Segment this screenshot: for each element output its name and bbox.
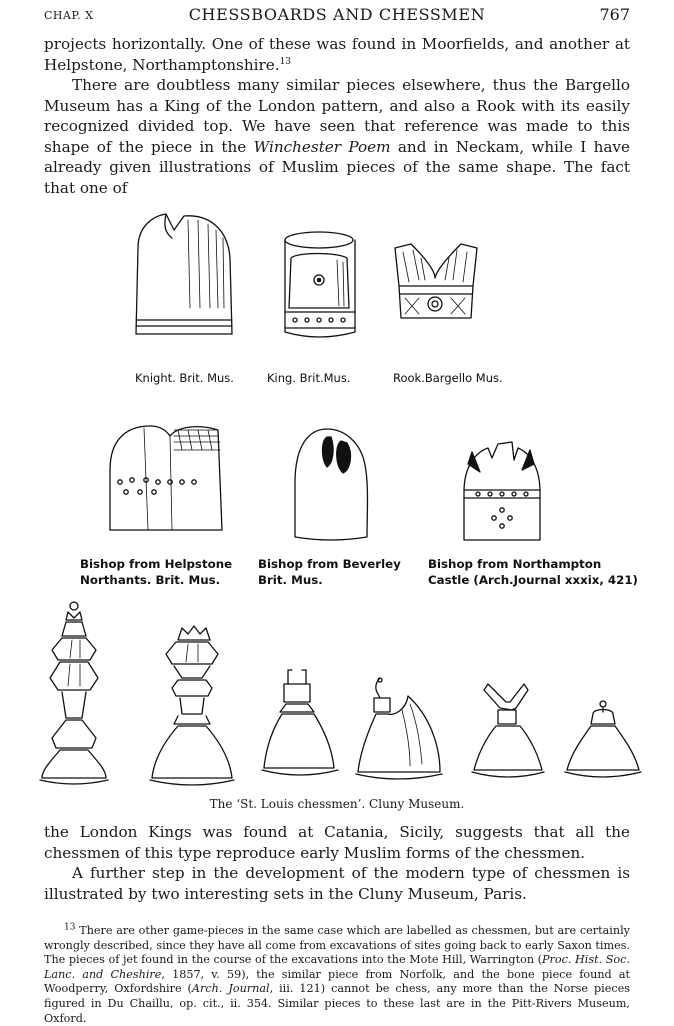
paragraph-1: projects horizontally. One of these was found in Moorfields, and another at Helpstone, Northamptonshire.$^{13}$ bbox=[44, 35, 630, 74]
st-louis-bishop-illustration bbox=[258, 668, 358, 788]
st-louis-pawn-illustration bbox=[563, 700, 649, 790]
bishop-beverley-caption-line2: Brit. Mus. bbox=[258, 573, 323, 587]
king-piece-illustration bbox=[277, 230, 367, 345]
running-head bbox=[44, 5, 630, 25]
bishop-helpstone-caption-line1: Bishop from Helpstone bbox=[80, 557, 233, 571]
body-text-top bbox=[44, 34, 630, 198]
st-louis-knight-illustration bbox=[350, 676, 450, 788]
paragraph-3: the London Kings was found at Catania, Sicily, suggests that all the chessmen of this type reproduce early Muslim forms of the chessmen. bbox=[44, 823, 630, 862]
body-text-bottom bbox=[44, 822, 630, 904]
st-louis-rook-illustration bbox=[466, 680, 566, 790]
running-title: CHESSBOARDS AND CHESSMEN bbox=[188, 5, 486, 24]
bishop-northampton-caption-line1: Bishop from Northampton bbox=[428, 557, 602, 571]
page-number: 767 bbox=[599, 5, 630, 24]
footnote-marker: 13 bbox=[279, 56, 292, 67]
chapter-label: CHAP. X bbox=[44, 9, 94, 22]
italic-title: Arch. Journal bbox=[191, 982, 270, 996]
italic-title: Proc. Hist. Soc. Lanc. and Cheshire bbox=[44, 953, 630, 981]
paragraph-2: There are doubtless many similar pieces elsewhere, thus the Bargello Museum has a King of the London pattern, and also a Rook with its easily recognized divided top. We have seen that reference was made to this shape of the piece in the Winchester Poem and in Neckam, while I have already given illustrations of Muslim pieces of the same shape. The fact that one of bbox=[44, 76, 630, 197]
rook-piece-illustration bbox=[391, 238, 481, 328]
st-louis-chessmen-caption: The ‘St. Louis chessmen’. Cluny Museum. bbox=[209, 797, 465, 811]
bishop-helpstone-caption-line2: Northants. Brit. Mus. bbox=[80, 573, 221, 587]
footnote-marker: 13 bbox=[64, 922, 76, 933]
st-louis-queen-illustration bbox=[148, 622, 248, 794]
rook-caption: Rook.Bargello Mus. bbox=[393, 371, 503, 385]
bishop-northampton-illustration bbox=[458, 436, 548, 548]
bishop-beverley-caption-line1: Bishop from Beverley bbox=[258, 557, 401, 571]
king-caption: King. Brit.Mus. bbox=[267, 371, 351, 385]
italic-title: Winchester Poem bbox=[253, 137, 391, 156]
bishop-helpstone-illustration bbox=[100, 420, 230, 540]
knight-caption: Knight. Brit. Mus. bbox=[135, 371, 234, 385]
bishop-beverley-illustration bbox=[287, 425, 387, 545]
st-louis-king-illustration bbox=[36, 598, 136, 794]
paragraph-4: A further step in the development of the modern type of chessmen is illustrated by two interesting sets in the Cluny Museum, Paris. bbox=[44, 864, 630, 903]
bishop-northampton-caption-line2: Castle (Arch.Journal xxxix, 421) bbox=[428, 573, 638, 587]
footnote-13: $^{13}$ There are other game-pieces in the same case which are labelled as chessmen, but are certainly wrongly described, since they have all come from excavations of sites going back to early Saxon times. The pieces of jet found in the course of the excavations into the Mote Hill, Warrington (Proc. Hist. Soc. Lanc. and Cheshire, 1857, v. 59), the similar piece from Norfolk, and the bone piece found at Woodperry, Oxfordshire (Arch. Journal, iii. 121) cannot be chess, any more than the Norse pieces figured in Du Chaillu, op. cit., ii. 354. Similar pieces to these last are in the Pitt-Rivers Museum, Oxford. bbox=[44, 922, 631, 1025]
knight-piece-illustration bbox=[128, 208, 238, 358]
